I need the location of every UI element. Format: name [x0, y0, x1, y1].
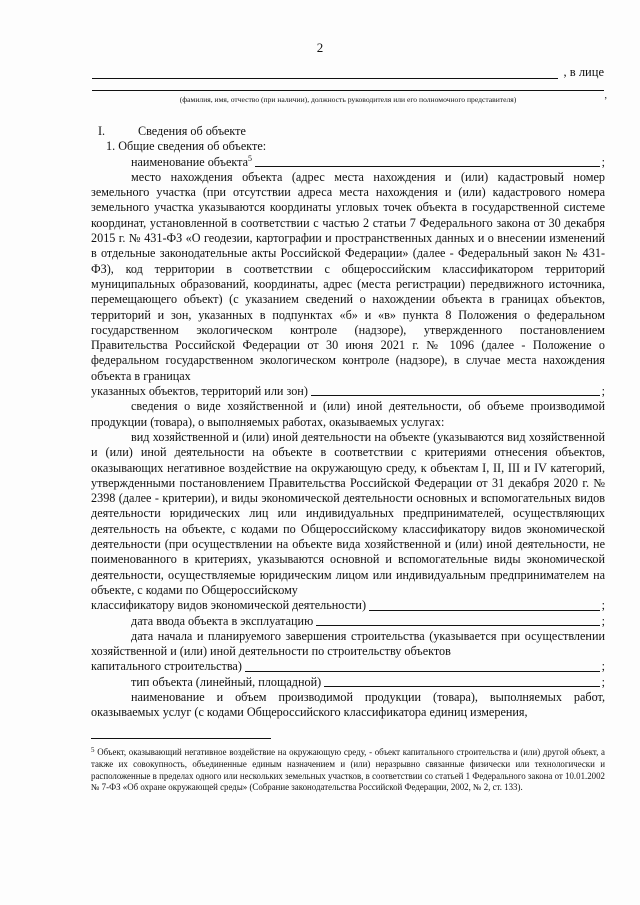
footnote-ref: 5: [248, 153, 253, 163]
subsection-title: Общие сведения об объекте:: [118, 139, 267, 154]
document-body: [91, 124, 605, 721]
footnote-text: Объект, оказывающий негативное воздействие на окружающую среду, - объект капитального строительства и (или) другой объект, а также их совокупность, объединенные единым назначением и (или) неразрывно связанные физически или технологически и расположенные в пределах одного или нескольких земельных участков, в соответствии со статьей 1 Федерального закона от 10.01.2002 № 7-ФЗ «Об охране окружающей среды» (Собрание законодательства Российской Федерации, 2002, № 2, ст. 133).: [91, 747, 605, 793]
footnote: [91, 747, 605, 794]
semicolon: ;: [601, 613, 605, 628]
activity-end-label: классификатору видов экономической деятельности): [91, 598, 366, 613]
representative-field[interactable]: [92, 65, 604, 81]
footnote-divider: [91, 738, 271, 739]
semicolon: ;: [601, 659, 605, 674]
object-name-fill-line: [255, 165, 600, 167]
location-end-label: указанных объектов, территорий или зон): [91, 384, 308, 399]
representative-fill-line: [92, 78, 558, 79]
object-type-field[interactable]: [91, 675, 605, 690]
subsection-heading: [91, 139, 605, 154]
commission-date-fill-line: [316, 624, 599, 626]
section-heading: [91, 124, 605, 139]
semicolon: ;: [601, 598, 605, 613]
construction-field[interactable]: [91, 659, 605, 674]
representative-end-mark: ,: [604, 90, 607, 101]
page-number: 2: [316, 40, 324, 55]
activity-paragraph: вид хозяйственной и (или) иной деятельности на объекте (указываются вид хозяйственной и (или) иной деятельности на объекте в соответствии с критериями отнесения объектов, оказывающих негативное воздействие на окружающую среду, к объектам I, II, III и IV категорий, утвержденными постановлением Правительства Российской Федерации от 31 декабря 2020 г. № 2398 (далее - критерии), и виды экономической деятельности основных и вспомогательных видов деятельности юридических лиц или индивидуальных предпринимателей, осуществляющих деятельность на объекте, с кодами по Общероссийскому классификатору видов экономической деятельности (при осуществлении на объекте вида хозяйственной и (или) иной деятельности, не поименованного в критериях, указываются основной и вспомогательные виды экономической деятельности, осуществляемые юридическим лицом или индивидуальным предпринимателем на объекте, с кодами по Общероссийскому: [91, 429, 605, 597]
representative-suffix: , в лице: [563, 65, 604, 79]
commission-date-field[interactable]: [91, 614, 605, 629]
location-field[interactable]: [91, 384, 605, 399]
semicolon: ;: [601, 674, 605, 689]
semicolon: ;: [601, 384, 605, 399]
section-title: Сведения об объекте: [138, 124, 246, 138]
section-number: I.: [98, 124, 106, 138]
construction-paragraph: дата начала и планируемого завершения строительства (указывается при осуществлении хозяйственной и (или) иной деятельности по строительству объектов: [91, 628, 605, 659]
construction-fill-line: [245, 670, 600, 672]
object-type-fill-line: [324, 685, 599, 687]
semicolon: ;: [601, 154, 605, 169]
location-fill-line: [311, 394, 600, 396]
footnote-mark: 5: [91, 746, 95, 754]
activity-fill-line: [369, 609, 600, 611]
object-name-label: наименование объекта: [131, 154, 249, 169]
construction-end-label: капитального строительства): [91, 659, 242, 674]
products-paragraph: наименование и объем производимой продукции (товара), выполняемых работ, оказываемых услуг (с кодами Общероссийского классификатора единиц измерения,: [91, 689, 605, 720]
location-paragraph: место нахождения объекта (адрес места нахождения и (или) кадастровый номер земельного участка (при отсутствии адреса места нахождения и (или) кадастрового номера земельного участка указываются координаты угловых точек объекта в государственной системе координат, установленной в соответствии с частью 2 статьи 7 Федерального закона от 30 декабря 2015 г. № 431-ФЗ «О геодезии, картографии и пространственных данных и о внесении изменений в отдельные законодательные акты Российской Федерации» (далее - Федеральный закон № 431-ФЗ), код территории в соответствии с общероссийским классификатором территорий муниципальных образований, координаты, адрес (места регистрации) передвижного источника, перемещающего объект) (с указанием сведений о нахождении объекта в границах объектов, территорий и зон, указанных в подпунктах «б» и «в» пункта 8 Положения о федеральном государственном экологическом контроле (надзоре), утвержденного постановлением Правительства Российской Федерации от 30 июня 2021 г. № 1096 (далее - Положение о федеральном государственном экологическом контроле (надзоре), в случае места нахождения объекта в границах: [91, 169, 605, 383]
subsection-number: 1.: [106, 139, 116, 154]
activity-intro-paragraph: сведения о виде хозяйственной и (или) иной деятельности, об объеме производимой продукции (товара), о выполняемых работах, оказываемых услугах:: [91, 399, 605, 429]
activity-field[interactable]: [91, 598, 605, 613]
representative-caption: (фамилия, имя, отчество (при наличии), должность руководителя или его полномочного представителя): [179, 95, 517, 104]
object-name-field[interactable]: [91, 155, 605, 170]
commission-date-label: дата ввода объекта в эксплуатацию: [131, 613, 314, 628]
object-type-label: тип объекта (линейный, площадной): [131, 674, 322, 689]
